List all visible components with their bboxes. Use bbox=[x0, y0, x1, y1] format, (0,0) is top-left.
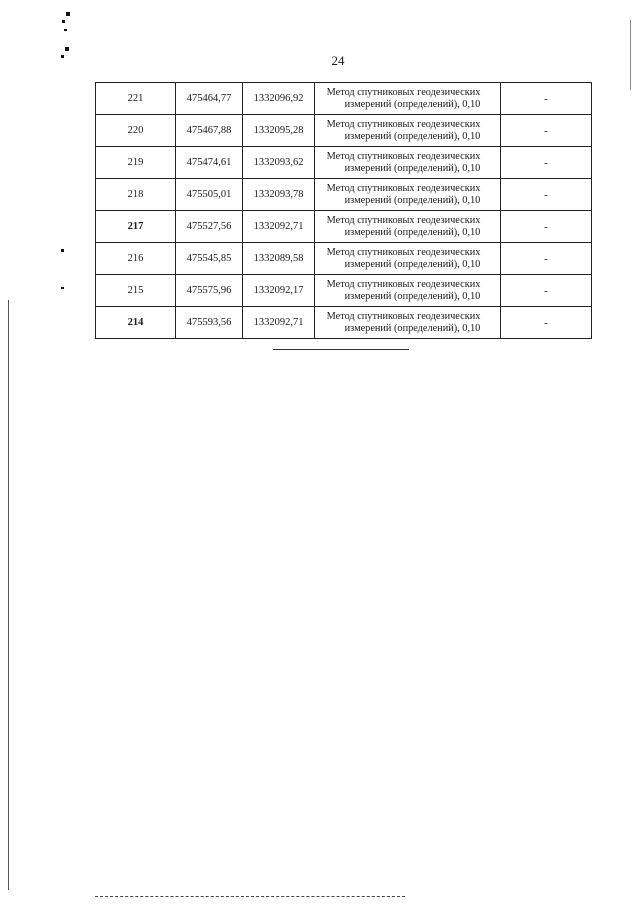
method-line-1: Метод спутниковых геодезических bbox=[326, 310, 481, 322]
x-coordinate-cell: 475464,77 bbox=[176, 83, 243, 115]
table-row bbox=[96, 243, 592, 275]
method-line-2: измерений (определений), 0,10 bbox=[344, 162, 481, 174]
scan-edge-bottom bbox=[95, 896, 405, 897]
x-coordinate-cell: 475527,56 bbox=[176, 211, 243, 243]
page-number: 24 bbox=[331, 53, 345, 68]
method-cell bbox=[315, 179, 501, 211]
table-row bbox=[96, 147, 592, 179]
note-cell: - bbox=[501, 307, 592, 339]
note-cell: - bbox=[501, 211, 592, 243]
scan-speck bbox=[61, 249, 64, 252]
scan-edge-right bbox=[630, 20, 631, 90]
point-number-cell: 216 bbox=[96, 243, 176, 275]
note-cell: - bbox=[501, 275, 592, 307]
scan-speck bbox=[64, 29, 67, 31]
method-line-2: измерений (определений), 0,10 bbox=[344, 194, 481, 206]
coordinates-table bbox=[95, 82, 592, 339]
note-cell: - bbox=[501, 243, 592, 275]
y-coordinate-cell: 1332096,92 bbox=[243, 83, 315, 115]
point-number-cell: 214 bbox=[96, 307, 176, 339]
method-line-2: измерений (определений), 0,10 bbox=[344, 290, 481, 302]
note-cell: - bbox=[501, 147, 592, 179]
note-cell: - bbox=[501, 83, 592, 115]
method-line-1: Метод спутниковых геодезических bbox=[326, 246, 481, 258]
note-cell: - bbox=[501, 115, 592, 147]
y-coordinate-cell: 1332093,78 bbox=[243, 179, 315, 211]
table-row bbox=[96, 307, 592, 339]
method-line-1: Метод спутниковых геодезических bbox=[326, 182, 481, 194]
y-coordinate-cell: 1332093,62 bbox=[243, 147, 315, 179]
point-number-cell: 217 bbox=[96, 211, 176, 243]
scan-speck bbox=[62, 20, 65, 23]
point-number-cell: 221 bbox=[96, 83, 176, 115]
x-coordinate-cell: 475474,61 bbox=[176, 147, 243, 179]
method-cell bbox=[315, 275, 501, 307]
table-row bbox=[96, 275, 592, 307]
table-row bbox=[96, 179, 592, 211]
point-number-cell: 218 bbox=[96, 179, 176, 211]
method-line-2: измерений (определений), 0,10 bbox=[344, 130, 481, 142]
scan-speck bbox=[66, 12, 70, 16]
table-row bbox=[96, 211, 592, 243]
method-line-2: измерений (определений), 0,10 bbox=[344, 98, 481, 110]
method-cell bbox=[315, 115, 501, 147]
x-coordinate-cell: 475467,88 bbox=[176, 115, 243, 147]
y-coordinate-cell: 1332092,17 bbox=[243, 275, 315, 307]
method-line-1: Метод спутниковых геодезических bbox=[326, 150, 481, 162]
method-cell bbox=[315, 211, 501, 243]
method-line-1: Метод спутниковых геодезических bbox=[326, 86, 481, 98]
scan-speck bbox=[65, 47, 69, 51]
method-cell bbox=[315, 243, 501, 275]
method-cell bbox=[315, 83, 501, 115]
scan-speck bbox=[61, 55, 64, 58]
y-coordinate-cell: 1332092,71 bbox=[243, 307, 315, 339]
note-cell: - bbox=[501, 179, 592, 211]
y-coordinate-cell: 1332092,71 bbox=[243, 211, 315, 243]
method-cell bbox=[315, 147, 501, 179]
y-coordinate-cell: 1332095,28 bbox=[243, 115, 315, 147]
table-row bbox=[96, 115, 592, 147]
method-line-2: измерений (определений), 0,10 bbox=[344, 226, 481, 238]
y-coordinate-cell: 1332089,58 bbox=[243, 243, 315, 275]
x-coordinate-cell: 475593,56 bbox=[176, 307, 243, 339]
x-coordinate-cell: 475545,85 bbox=[176, 243, 243, 275]
x-coordinate-cell: 475505,01 bbox=[176, 179, 243, 211]
method-line-1: Метод спутниковых геодезических bbox=[326, 278, 481, 290]
scan-speck bbox=[61, 287, 64, 289]
scan-edge-left bbox=[8, 300, 9, 890]
method-line-2: измерений (определений), 0,10 bbox=[344, 258, 481, 270]
table-row bbox=[96, 83, 592, 115]
method-cell bbox=[315, 307, 501, 339]
point-number-cell: 215 bbox=[96, 275, 176, 307]
method-line-1: Метод спутниковых геодезических bbox=[326, 118, 481, 130]
x-coordinate-cell: 475575,96 bbox=[176, 275, 243, 307]
coordinates-table-body bbox=[96, 83, 592, 339]
method-line-1: Метод спутниковых геодезических bbox=[326, 214, 481, 226]
method-line-2: измерений (определений), 0,10 bbox=[344, 322, 481, 334]
point-number-cell: 219 bbox=[96, 147, 176, 179]
end-divider-line bbox=[273, 349, 409, 350]
point-number-cell: 220 bbox=[96, 115, 176, 147]
